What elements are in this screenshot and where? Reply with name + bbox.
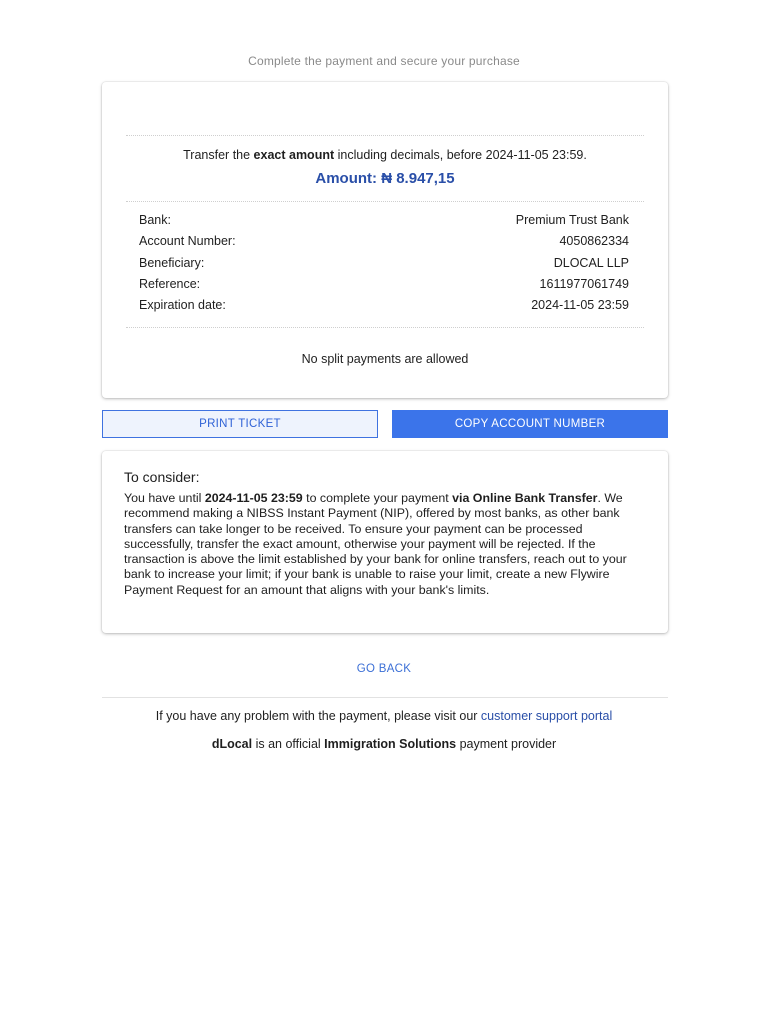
print-ticket-button[interactable]: PRINT TICKET: [102, 410, 378, 438]
consider-text: [124, 491, 644, 598]
instruction-suffix: including decimals, before 2024-11-05 23:59.: [334, 148, 587, 162]
detail-label: Expiration date:: [139, 298, 226, 313]
detail-row-bank: [139, 213, 629, 234]
detail-value: 2024-11-05 23:59: [531, 298, 629, 313]
provider-text: payment provider: [456, 737, 557, 751]
divider: [126, 201, 644, 202]
divider: [126, 135, 644, 136]
no-split-notice: No split payments are allowed: [301, 352, 469, 366]
consider-card: [102, 451, 668, 633]
support-notice: [0, 709, 768, 723]
amount-value: ₦ 8.947,15: [381, 170, 455, 187]
page-subtitle: Complete the payment and secure your purchase: [248, 54, 520, 68]
detail-value: 1611977061749: [539, 276, 629, 291]
detail-label: Account Number:: [139, 234, 236, 249]
transfer-instruction: [102, 148, 668, 162]
instruction-prefix: Transfer the: [183, 148, 254, 162]
consider-text-part: You have until: [124, 491, 205, 505]
detail-label: Reference:: [139, 276, 201, 291]
consider-text-part: to complete your payment: [302, 491, 453, 505]
divider: [126, 327, 644, 328]
instruction-bold: exact amount: [253, 148, 335, 162]
provider-notice: [0, 737, 768, 751]
consider-title: To consider:: [124, 469, 200, 485]
bank-details: [139, 213, 629, 319]
consider-method: via Online Bank Transfer: [452, 491, 598, 505]
detail-label: Beneficiary:: [139, 255, 205, 270]
detail-label: Bank:: [139, 213, 171, 227]
footer-divider: [102, 697, 668, 698]
detail-value: Premium Trust Bank: [515, 213, 629, 227]
detail-value: DLOCAL LLP: [553, 255, 629, 270]
payment-details-card: [102, 82, 668, 398]
provider-brand: dLocal: [211, 737, 253, 751]
consider-deadline: 2024-11-05 23:59: [204, 491, 303, 505]
amount-label: Amount:: [315, 170, 382, 187]
consider-text-part: . We recommend making a NIBSS Instant Payment (NIP), offered by most banks, as other bank transfers can take longer to be received. To ensure your payment can be processed successfully, transfer the exact amount, otherwise your payment will be rejected. If the transaction is above the limit established by your bank for online transfers, reach out to your bank to increase your limit; if your bank is unable to raise your limit, create a new Flywire Payment Request for an amount that aligns with your bank's limits.: [124, 491, 627, 597]
detail-row-beneficiary: [139, 256, 629, 277]
go-back-link[interactable]: GO BACK: [356, 663, 412, 675]
support-text: If you have any problem with the payment, please visit our: [155, 709, 481, 723]
provider-program: Immigration Solutions: [324, 737, 457, 751]
customer-support-link[interactable]: customer support portal: [480, 709, 613, 723]
detail-value: 4050862334: [559, 234, 629, 249]
provider-text: is an official: [252, 737, 325, 751]
copy-account-number-button[interactable]: COPY ACCOUNT NUMBER: [392, 410, 668, 438]
detail-row-expiration-date: [139, 298, 629, 319]
payment-amount: [102, 170, 668, 187]
detail-row-reference: [139, 277, 629, 298]
detail-row-account-number: [139, 234, 629, 255]
